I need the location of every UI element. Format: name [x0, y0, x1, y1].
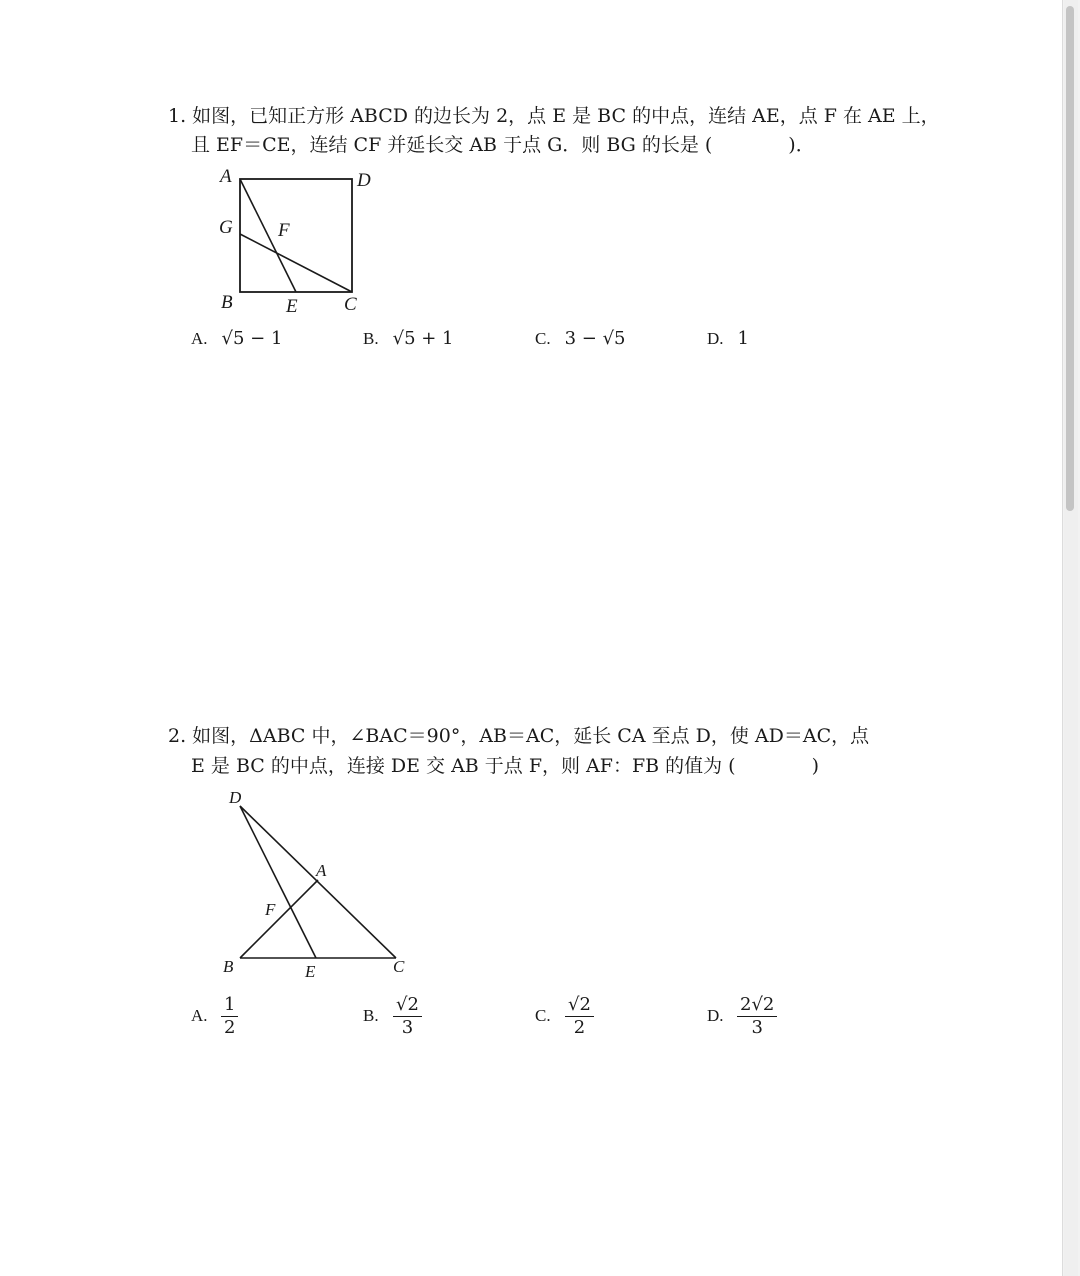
- q1-stem-line2: 且 EF＝CE，连结 CF 并延长交 AB 于点 G．则 BG 的长是 ( )．: [191, 134, 815, 156]
- q1-figure-square: [200, 160, 400, 320]
- option-text: √5 − 1: [221, 328, 283, 349]
- option-label: D.: [707, 329, 724, 348]
- q2-stem-line1: 2. 如图，ΔABC 中，∠BAC＝90°，AB＝AC，延长 CA 至点 D，使 AD＝AC，点: [168, 725, 870, 747]
- fraction-denominator: 3: [401, 1017, 414, 1038]
- q1-option-b[interactable]: [363, 328, 454, 349]
- label-b: B: [223, 957, 234, 976]
- q1-option-c[interactable]: [535, 328, 626, 349]
- q1-option-d[interactable]: [707, 328, 749, 349]
- option-label: A.: [191, 1006, 208, 1025]
- option-label: C.: [535, 1006, 551, 1025]
- label-e: E: [286, 296, 298, 317]
- option-label: B.: [363, 329, 379, 348]
- q2-figure-triangle: [215, 780, 425, 980]
- option-text: 1: [737, 328, 749, 349]
- fraction-denominator: 3: [751, 1017, 763, 1038]
- scrollbar-thumb[interactable]: [1066, 6, 1074, 511]
- option-label: C.: [535, 329, 551, 348]
- option-label: D.: [707, 1006, 724, 1025]
- option-fraction: [565, 994, 594, 1039]
- fraction-numerator: √2: [393, 994, 422, 1017]
- label-d: D: [357, 170, 371, 191]
- q1-option-a[interactable]: [191, 328, 282, 349]
- label-b: B: [221, 292, 233, 313]
- fraction-denominator: 2: [573, 1017, 586, 1038]
- segment-ba: [240, 880, 318, 958]
- option-label: A.: [191, 329, 208, 348]
- option-label: B.: [363, 1006, 379, 1025]
- label-g: G: [219, 217, 233, 238]
- label-f: F: [278, 220, 290, 241]
- label-c: C: [393, 957, 405, 976]
- segment-de: [240, 806, 316, 958]
- fraction-denominator: 2: [224, 1017, 236, 1038]
- label-f: F: [265, 900, 276, 919]
- label-d: D: [229, 788, 242, 807]
- label-c: C: [344, 294, 357, 315]
- option-text: √5 + 1: [392, 328, 454, 349]
- q2-stem-line2: E 是 BC 的中点，连接 DE 交 AB 于点 F，则 AF：FB 的值为 ( ): [191, 755, 820, 777]
- fraction-numerator: 2√2: [737, 994, 777, 1017]
- label-a: A: [316, 861, 327, 880]
- square-abcd: [240, 179, 352, 292]
- q1-stem-line1: 1. 如图，已知正方形 ABCD 的边长为 2，点 E 是 BC 的中点，连结 AE，点 F 在 AE 上，: [168, 105, 940, 127]
- fraction-numerator: 1: [221, 994, 238, 1017]
- label-e: E: [305, 962, 316, 980]
- option-text: 3 − √5: [564, 328, 626, 349]
- fraction-numerator: √2: [565, 994, 594, 1017]
- option-fraction: [737, 994, 777, 1039]
- option-fraction: [393, 994, 422, 1039]
- option-fraction: [221, 994, 238, 1039]
- label-a: A: [220, 166, 232, 187]
- segment-cg: [240, 234, 352, 292]
